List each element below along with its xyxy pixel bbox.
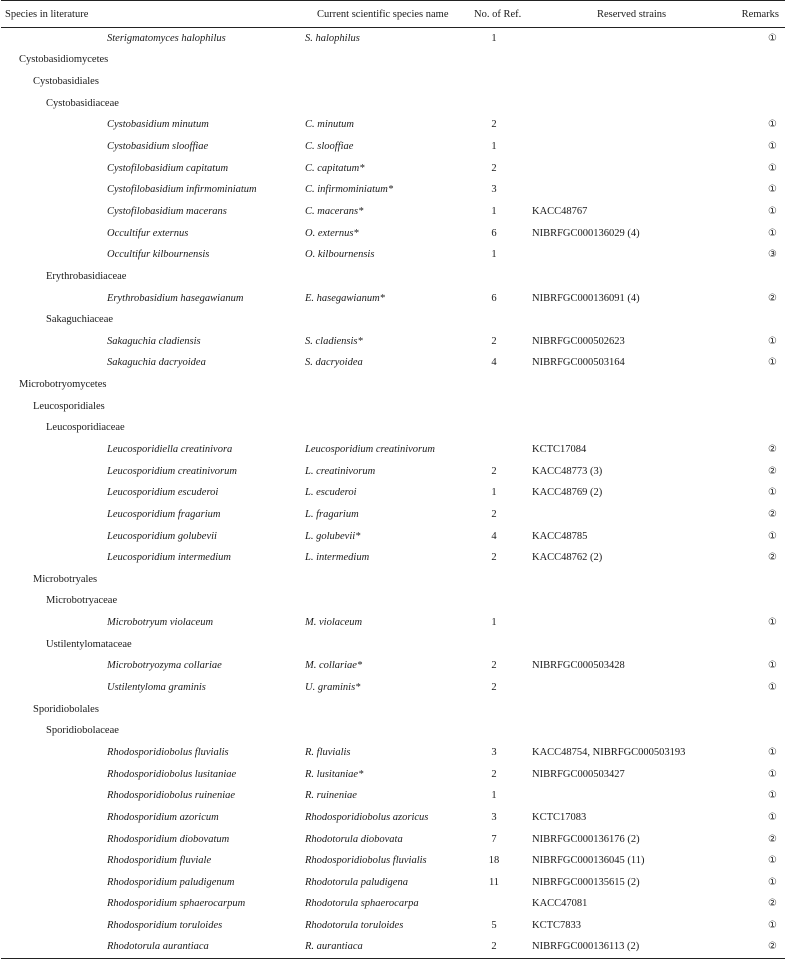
- remark-cell: ①: [768, 790, 777, 802]
- reserved-strains-cell: [527, 114, 725, 136]
- reserved-strains-cell: KACC48773 (3): [532, 465, 603, 477]
- current-name-cell: Rhodotorula sphaerocarpa: [305, 898, 419, 910]
- taxon-class-row: [1, 49, 785, 71]
- ref-count-cell: 1: [491, 249, 497, 261]
- species-in-literature-cell: Sterigmatomyces halophilus: [107, 33, 226, 45]
- table-row: [1, 936, 785, 958]
- remark-cell: ①: [768, 227, 777, 239]
- taxon-class-label: Cystobasidiomycetes: [19, 54, 109, 66]
- current-name-cell: L. golubevii*: [305, 530, 361, 542]
- reserved-strains-cell: [527, 785, 725, 807]
- reserved-strains-cell: KACC47081: [532, 898, 588, 910]
- taxon-order-row: [1, 569, 785, 591]
- species-in-literature-cell: Leucosporidium escuderoi: [107, 487, 219, 499]
- taxon-family-label: Sporidiobolaceae: [46, 725, 119, 737]
- reserved-strains-cell: [527, 612, 725, 634]
- current-name-cell: S. halophilus: [305, 33, 360, 45]
- taxon-order-row: [1, 698, 785, 720]
- taxon-family-label: Sakaguchiaceae: [46, 314, 114, 326]
- table-row: [1, 893, 785, 915]
- table-row: [1, 547, 785, 569]
- species-in-literature-cell: Rhodosporidium sphaerocarpum: [107, 898, 246, 910]
- header-no-of-ref: No. of Ref.: [463, 1, 527, 28]
- reserved-strains-cell: KCTC17084: [532, 443, 587, 455]
- taxon-family-row: [1, 92, 785, 114]
- ref-count-cell: 1: [491, 790, 497, 802]
- ref-count-cell: 6: [491, 227, 497, 239]
- reserved-strains-cell: KACC48785: [532, 530, 588, 542]
- species-in-literature-cell: Rhodosporidium azoricum: [107, 811, 219, 823]
- species-in-literature-cell: Leucosporidium creatinivorum: [107, 465, 237, 477]
- table-row: [1, 742, 785, 764]
- ref-count-cell: 1: [491, 487, 497, 499]
- taxon-family-label: Erythrobasidiaceae: [46, 270, 127, 282]
- table-row: [1, 525, 785, 547]
- species-table: [1, 0, 785, 959]
- species-in-literature-cell: Cystobasidium slooffiae: [107, 141, 209, 153]
- reserved-strains-cell: NIBRFGC000136045 (11): [532, 855, 645, 867]
- reserved-strains-cell: [527, 504, 725, 526]
- remark-cell: ②: [725, 936, 785, 958]
- species-in-literature-cell: Rhodosporidium paludigenum: [107, 876, 235, 888]
- reserved-strains-cell: NIBRFGC000503427: [532, 768, 625, 780]
- header-current-name: Current scientific species name: [303, 1, 463, 28]
- remark-cell: ②: [768, 833, 777, 845]
- species-in-literature-cell: Rhodosporidiobolus fluvialis: [107, 746, 229, 758]
- reserved-strains-cell: [527, 677, 725, 699]
- remark-cell: ①: [768, 660, 777, 672]
- ref-count-cell: 7: [491, 833, 497, 845]
- ref-count-cell: 1: [491, 205, 497, 217]
- reserved-strains-cell: NIBRFGC000136029 (4): [532, 227, 640, 239]
- ref-count-cell: 2: [491, 465, 497, 477]
- table-row: [1, 352, 785, 374]
- table-row: [1, 828, 785, 850]
- remark-cell: ①: [768, 746, 777, 758]
- species-in-literature-cell: Erythrobasidium hasegawianum: [107, 292, 244, 304]
- current-name-cell: L. fragarium: [305, 508, 359, 520]
- table-row: [1, 460, 785, 482]
- table-row: [1, 612, 785, 634]
- taxon-family-label: Cystobasidiaceae: [46, 97, 119, 109]
- reserved-strains-cell: KCTC7833: [532, 920, 582, 932]
- header-reserved-strains: Reserved strains: [527, 1, 725, 28]
- current-name-cell: C. slooffiae: [305, 141, 354, 153]
- taxon-order-row: [1, 71, 785, 93]
- ref-count-cell: 2: [491, 119, 497, 131]
- species-in-literature-cell: Leucosporidium golubevii: [107, 530, 217, 542]
- header-species-in-literature: Species in literature: [1, 1, 303, 28]
- current-name-cell: L. creatinivorum: [305, 465, 376, 477]
- species-in-literature-cell: Rhodosporidiobolus ruineniae: [107, 790, 236, 802]
- species-in-literature-cell: Leucosporidium intermedium: [107, 552, 231, 564]
- remark-cell: ②: [768, 443, 777, 455]
- species-in-literature-cell: Cystofilobasidium macerans: [107, 205, 227, 217]
- species-in-literature-cell: Leucosporidium fragarium: [107, 508, 221, 520]
- reserved-strains-cell: NIBRFGC000503428: [532, 660, 625, 672]
- current-name-cell: Rhodosporidiobolus azoricus: [305, 811, 429, 823]
- current-name-cell: Rhodotorula paludigena: [305, 876, 408, 888]
- ref-count-cell: 2: [491, 162, 497, 174]
- current-name-cell: L. intermedium: [305, 552, 370, 564]
- taxon-order-label: Microbotryales: [33, 573, 98, 585]
- table-row: [1, 763, 785, 785]
- remark-cell: ①: [768, 855, 777, 867]
- taxon-family-row: [1, 309, 785, 331]
- table-row: [1, 439, 785, 461]
- ref-count-cell: 3: [491, 184, 497, 196]
- table-row: [1, 179, 785, 201]
- remark-cell: ①: [768, 335, 777, 347]
- species-in-literature-cell: Microbotryozyma collariae: [107, 660, 222, 672]
- current-name-cell: R. lusitaniae*: [305, 768, 364, 780]
- ref-count-cell: 3: [491, 811, 497, 823]
- taxon-family-label: Leucosporidiaceae: [46, 422, 125, 434]
- reserved-strains-cell: KACC48769 (2): [532, 487, 603, 499]
- current-name-cell: O. kilbournensis: [305, 249, 375, 261]
- ref-count-cell: 2: [491, 335, 497, 347]
- current-name-cell: Rhodosporidiobolus fluvialis: [305, 855, 427, 867]
- species-in-literature-cell: Rhodosporidium diobovatum: [107, 833, 230, 845]
- taxon-family-label: Microbotryaceae: [46, 595, 118, 607]
- species-in-literature-cell: Sakaguchia cladiensis: [107, 335, 201, 347]
- current-name-cell: M. violaceum: [305, 617, 363, 629]
- ref-count-cell: [463, 439, 527, 461]
- ref-count-cell: 18: [488, 855, 500, 867]
- taxon-family-row: [1, 590, 785, 612]
- header-remarks: Remarks: [725, 1, 785, 28]
- ref-count-cell: 4: [491, 530, 497, 542]
- table-row: [1, 28, 785, 50]
- reserved-strains-cell: [527, 244, 725, 266]
- remark-cell: ②: [768, 292, 777, 304]
- species-in-literature-cell: Rhodosporidium toruloides: [107, 920, 223, 932]
- remark-cell: ①: [768, 530, 777, 542]
- table-body: [1, 28, 785, 959]
- taxon-family-row: [1, 633, 785, 655]
- remark-cell: ③: [768, 249, 777, 261]
- current-name-cell: E. hasegawianum*: [305, 292, 385, 304]
- current-name-cell: U. graminis*: [305, 682, 361, 694]
- remark-cell: ②: [768, 552, 777, 564]
- taxon-family-row: [1, 720, 785, 742]
- current-name-cell: C. infirmominiatum*: [305, 184, 394, 196]
- current-name-cell: M. collariae*: [305, 660, 363, 672]
- reserved-strains-cell: NIBRFGC000136113 (2): [527, 936, 725, 958]
- ref-count-cell: 2: [491, 660, 497, 672]
- current-name-cell: R. ruineniae: [305, 790, 357, 802]
- current-name-cell: Leucosporidium creatinivorum: [305, 443, 435, 455]
- species-in-literature-cell: Rhodotorula aurantiaca: [1, 936, 303, 958]
- ref-count-cell: 2: [491, 682, 497, 694]
- current-name-cell: C. minutum: [305, 119, 355, 131]
- remark-cell: ②: [768, 508, 777, 520]
- current-name-cell: Rhodotorula diobovata: [305, 833, 403, 845]
- table-row: [1, 136, 785, 158]
- remark-cell: ①: [768, 682, 777, 694]
- taxon-order-row: [1, 395, 785, 417]
- reserved-strains-cell: NIBRFGC000135615 (2): [532, 876, 640, 888]
- species-in-literature-cell: Occultifur kilbournensis: [107, 249, 210, 261]
- remark-cell: ①: [768, 357, 777, 369]
- current-name-cell: C. capitatum*: [305, 162, 365, 174]
- table-row: [1, 915, 785, 937]
- table-row: [1, 504, 785, 526]
- species-in-literature-cell: Microbotryum violaceum: [107, 617, 214, 629]
- remark-cell: ①: [768, 33, 777, 45]
- table-row: [1, 482, 785, 504]
- table-row: [1, 287, 785, 309]
- species-in-literature-cell: Cystofilobasidium capitatum: [107, 162, 229, 174]
- species-in-literature-cell: Rhodosporidium fluviale: [107, 855, 212, 867]
- table-header: [1, 1, 785, 28]
- remark-cell: ①: [768, 119, 777, 131]
- taxon-class-row: [1, 374, 785, 396]
- remark-cell: ①: [768, 141, 777, 153]
- ref-count-cell: 3: [491, 746, 497, 758]
- species-in-literature-cell: Cystobasidium minutum: [107, 119, 209, 131]
- taxon-order-label: Sporidiobolales: [33, 703, 99, 715]
- current-name-cell: L. escuderoi: [305, 487, 357, 499]
- remark-cell: ①: [768, 920, 777, 932]
- table-row: [1, 677, 785, 699]
- remark-cell: ②: [768, 898, 777, 910]
- remark-cell: ①: [768, 205, 777, 217]
- remark-cell: ①: [768, 487, 777, 499]
- species-in-literature-cell: Leucosporidiella creatinivora: [107, 443, 233, 455]
- ref-count-cell: 5: [491, 920, 497, 932]
- species-in-literature-cell: Sakaguchia dacryoidea: [107, 357, 206, 369]
- current-name-cell: S. cladiensis*: [305, 335, 363, 347]
- current-name-cell: Rhodotorula toruloides: [305, 920, 404, 932]
- species-in-literature-cell: Ustilentyloma graminis: [107, 682, 206, 694]
- ref-count-cell: [463, 893, 527, 915]
- species-in-literature-cell: Cystofilobasidium infirmominiatum: [107, 184, 257, 196]
- table-row: [1, 157, 785, 179]
- reserved-strains-cell: NIBRFGC000136091 (4): [532, 292, 640, 304]
- reserved-strains-cell: NIBRFGC000503164: [532, 357, 625, 369]
- remark-cell: ①: [768, 811, 777, 823]
- reserved-strains-cell: [527, 28, 725, 50]
- reserved-strains-cell: KACC48767: [532, 205, 588, 217]
- remark-cell: ①: [768, 184, 777, 196]
- reserved-strains-cell: [527, 136, 725, 158]
- ref-count-cell: 2: [491, 768, 497, 780]
- reserved-strains-cell: KCTC17083: [532, 811, 587, 823]
- ref-count-cell: 1: [491, 33, 497, 45]
- ref-count-cell: 1: [491, 617, 497, 629]
- reserved-strains-cell: KACC48762 (2): [532, 552, 603, 564]
- current-name-cell: O. externus*: [305, 227, 359, 239]
- current-name-cell: C. macerans*: [305, 205, 364, 217]
- ref-count-cell: 4: [491, 357, 497, 369]
- table-row: [1, 114, 785, 136]
- remark-cell: ①: [768, 617, 777, 629]
- table-row: [1, 330, 785, 352]
- ref-count-cell: 1: [491, 141, 497, 153]
- remark-cell: ①: [768, 876, 777, 888]
- header-row: [1, 1, 785, 28]
- remark-cell: ②: [768, 465, 777, 477]
- table-row: [1, 244, 785, 266]
- species-in-literature-cell: Rhodosporidiobolus lusitaniae: [107, 768, 237, 780]
- ref-count-cell: 2: [463, 936, 527, 958]
- taxon-family-row: [1, 417, 785, 439]
- taxon-class-label: Microbotryomycetes: [19, 379, 107, 391]
- ref-count-cell: 2: [491, 552, 497, 564]
- table-row: [1, 222, 785, 244]
- reserved-strains-cell: KACC48754, NIBRFGC000503193: [532, 746, 686, 758]
- reserved-strains-cell: [527, 157, 725, 179]
- table-row: [1, 785, 785, 807]
- reserved-strains-cell: [527, 179, 725, 201]
- current-name-cell: R. aurantiaca: [303, 936, 463, 958]
- table-row: [1, 850, 785, 872]
- remark-cell: ①: [768, 162, 777, 174]
- table-row: [1, 201, 785, 223]
- taxon-family-row: [1, 266, 785, 288]
- current-name-cell: S. dacryoidea: [305, 357, 363, 369]
- current-name-cell: R. fluvialis: [305, 746, 351, 758]
- remark-cell: ①: [768, 768, 777, 780]
- table-row: [1, 807, 785, 829]
- reserved-strains-cell: NIBRFGC000136176 (2): [532, 833, 640, 845]
- table-row: [1, 871, 785, 893]
- table-row: [1, 655, 785, 677]
- ref-count-cell: 11: [488, 876, 500, 888]
- ref-count-cell: 2: [491, 508, 497, 520]
- reserved-strains-cell: NIBRFGC000502623: [532, 335, 625, 347]
- taxon-order-label: Cystobasidiales: [33, 76, 99, 88]
- taxon-order-label: Leucosporidiales: [33, 400, 105, 412]
- taxon-family-label: Ustilentylomataceae: [46, 638, 132, 650]
- species-in-literature-cell: Occultifur externus: [107, 227, 189, 239]
- ref-count-cell: 6: [491, 292, 497, 304]
